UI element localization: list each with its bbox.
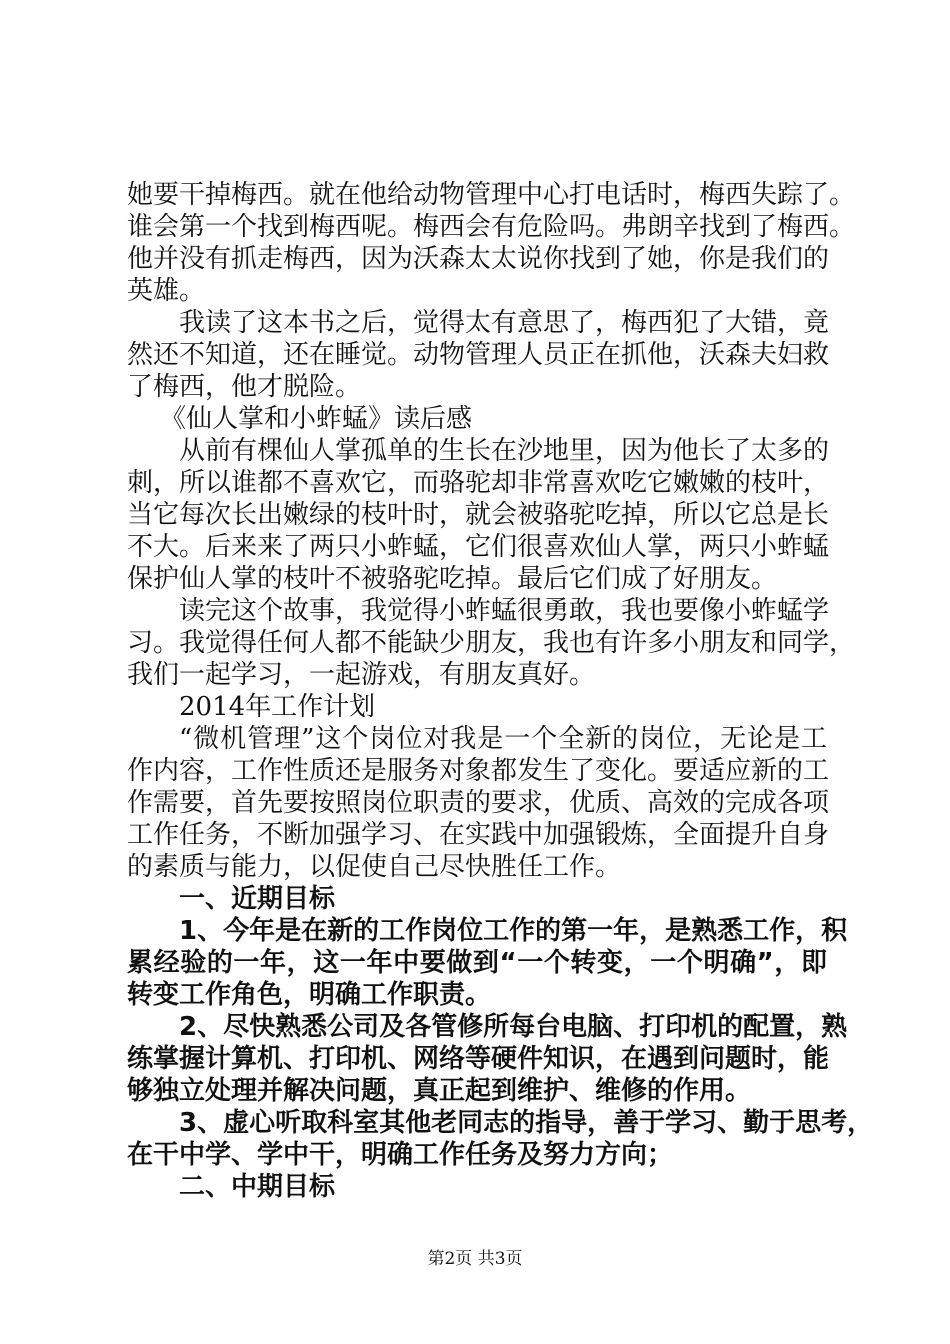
text-line: 练掌握计算机、打印机、网络等硬件知识，在遇到问题时，能: [127, 1044, 830, 1074]
page-footer: 第2页 共3页: [427, 1249, 523, 1269]
section-heading: 《仙人掌和小蚱蜢》读后感: [160, 404, 473, 434]
text-line: 当它每次长出嫩绿的枝叶时，就会被骆驼吃掉，所以它总是长: [127, 500, 830, 530]
text-line: 1、今年是在新的工作岗位工作的第一年，是熟悉工作，积: [179, 916, 848, 946]
text-line: 工作任务，不断加强学习、在实践中加强锻炼，全面提升自身: [127, 820, 830, 850]
text-line: 在干中学、学中干，明确工作任务及努力方向；: [127, 1140, 674, 1170]
text-line: 累经验的一年，这一年中要做到“一个转变，一个明确”，即: [127, 948, 827, 978]
text-line: 习。我觉得任何人都不能缺少朋友，我也有许多小朋友和同学，: [127, 628, 856, 658]
text-line: 够独立处理并解决问题，真正起到维护、维修的作用。: [127, 1076, 752, 1106]
text-line: 她要干掉梅西。就在他给动物管理中心打电话时，梅西失踪了。: [127, 180, 856, 210]
text-line: 2、尽快熟悉公司及各管修所每台电脑、打印机的配置，熟: [179, 1012, 848, 1042]
text-line: 3、虚心听取科室其他老同志的指导，善于学习、勤于思考，: [179, 1108, 874, 1138]
section-heading: 二、中期目标: [179, 1172, 336, 1202]
text-line: 不大。后来来了两只小蚱蜢，它们很喜欢仙人掌，两只小蚱蜢: [127, 532, 830, 562]
text-line: “微机管理”这个岗位对我是一个全新的岗位，无论是工: [179, 724, 827, 754]
text-line: 英雄。: [127, 276, 206, 306]
text-line: 我读了这本书之后，觉得太有意思了，梅西犯了大错，竟: [179, 308, 830, 338]
text-line: 了梅西，他才脱险。: [127, 372, 362, 402]
text-line: 的素质与能力，以促使自己尽快胜任工作。: [127, 852, 622, 882]
section-heading: 一、近期目标: [179, 884, 336, 914]
text-line: 转变工作角色，明确工作职责。: [127, 980, 492, 1010]
text-line: 作内容，工作性质还是服务对象都发生了变化。要适应新的工: [127, 756, 830, 786]
text-line: 谁会第一个找到梅西呢。梅西会有危险吗。弗朗辛找到了梅西。: [127, 212, 856, 242]
section-heading: 2014年工作计划: [179, 692, 376, 722]
text-line: 刺，所以谁都不喜欢它，而骆驼却非常喜欢吃它嫩嫩的枝叶，: [127, 468, 830, 498]
text-line: 作需要，首先要按照岗位职责的要求，优质、高效的完成各项: [127, 788, 830, 818]
text-line: 从前有棵仙人掌孤单的生长在沙地里，因为他长了太多的: [179, 436, 830, 466]
text-line: 他并没有抓走梅西，因为沃森太太说你找到了她，你是我们的: [127, 244, 830, 274]
text-line: 保护仙人掌的枝叶不被骆驼吃掉。最后它们成了好朋友。: [127, 564, 778, 594]
text-line: 读完这个故事，我觉得小蚱蜢很勇敢，我也要像小蚱蜢学: [179, 596, 830, 626]
text-line: 我们一起学习，一起游戏，有朋友真好。: [127, 660, 596, 690]
text-line: 然还不知道，还在睡觉。动物管理人员正在抓他，沃森夫妇救: [127, 340, 830, 370]
